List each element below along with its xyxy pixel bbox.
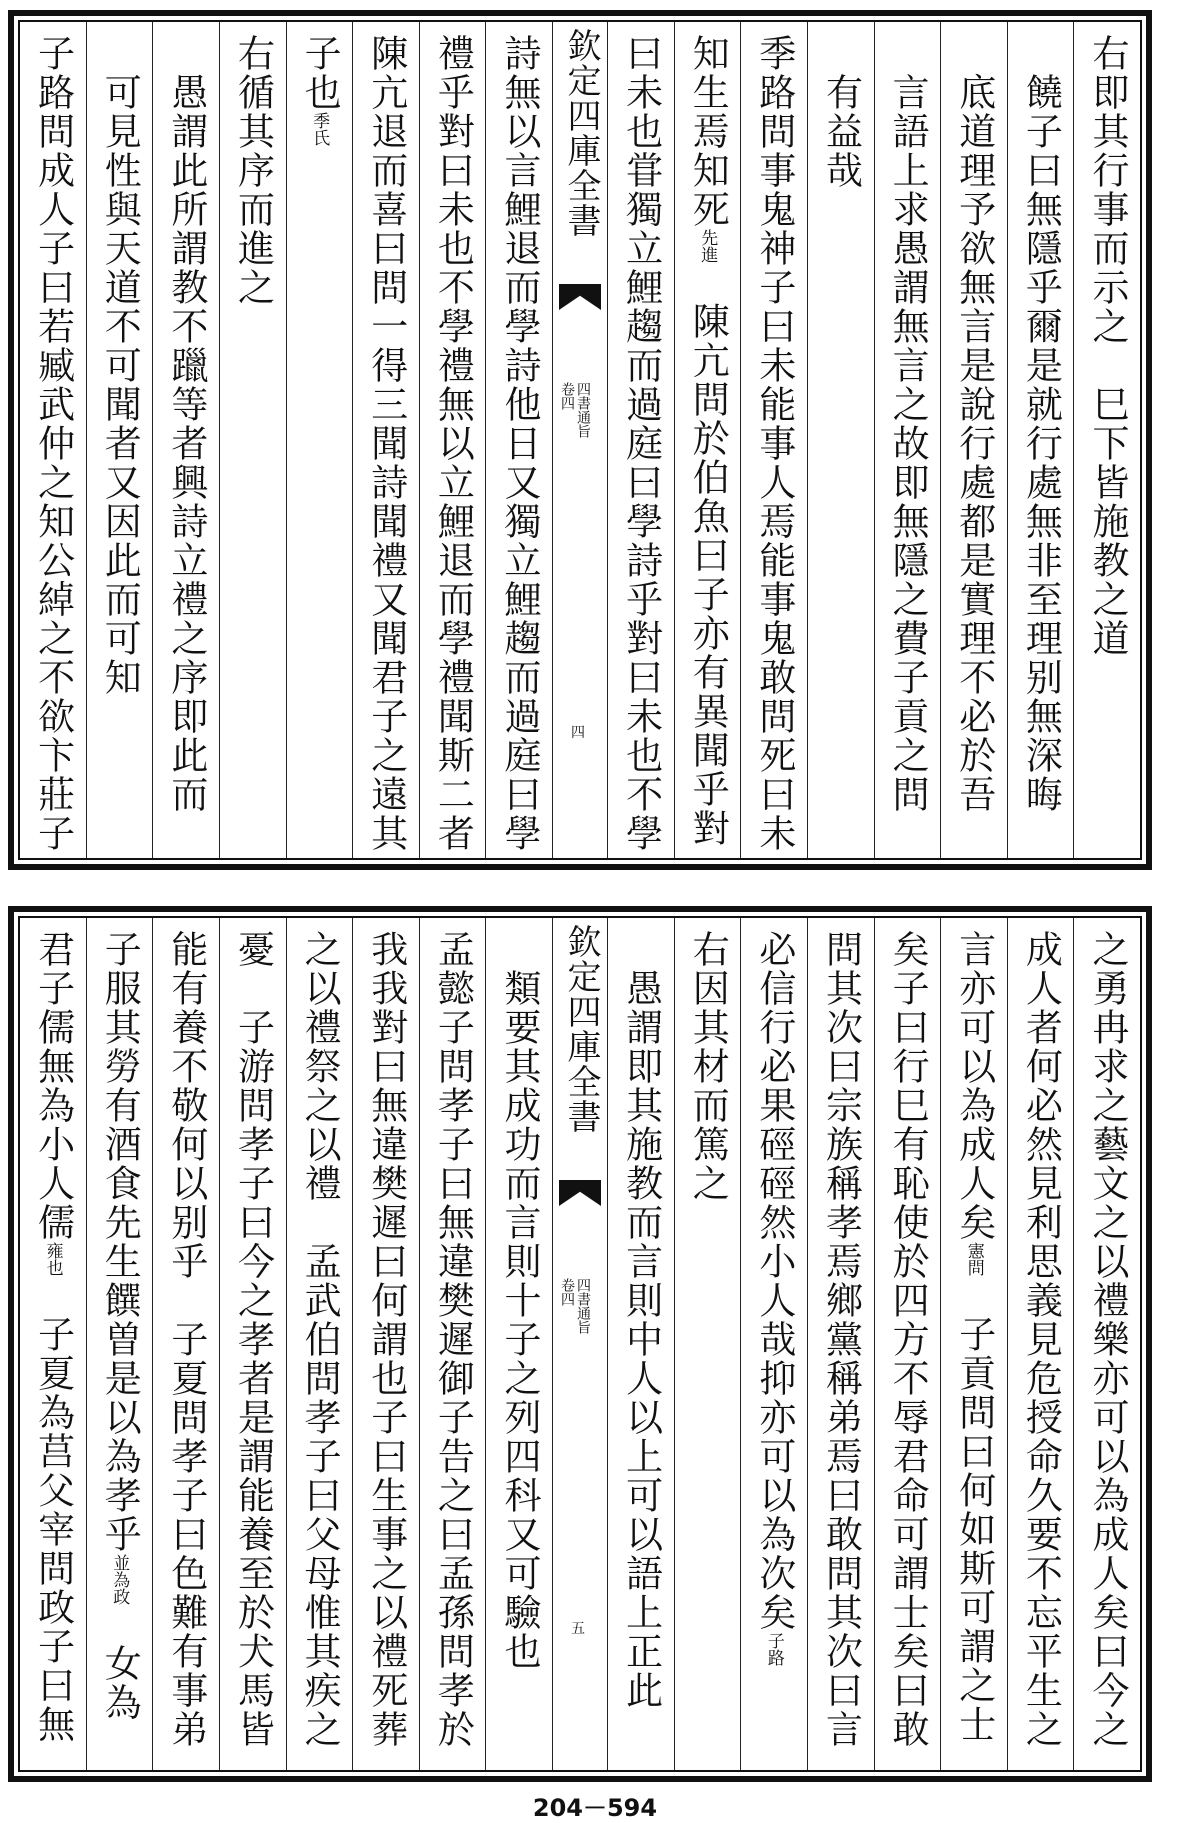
text-column: 愚謂此所謂教不躐等者興詩立禮之序即此而 [152,22,219,858]
text-column: 必信行必果硜硜然小人哉抑亦可以為次矣子路 [740,918,807,1770]
fishtail-mark [559,1180,601,1206]
volume-label: 卷四 [559,382,575,410]
text-column: 禮乎對曰未也不學禮無以立鯉退而學禮聞斯二者 [419,22,486,858]
text-column: 我我對曰無違樊遲曰何謂也子曰生事之以禮死葬 [352,918,419,1770]
volume-label: 卷四 [559,1278,575,1306]
center-fold [552,918,607,1770]
text-column: 右因其材而篤之 [674,918,741,1770]
text-column: 問其次曰宗族稱孝焉鄉黨稱弟焉曰敢問其次曰言 [807,918,874,1770]
book-subtitle: 四書通旨 [575,1278,591,1334]
interlinear-note: 子路 [763,1632,784,1666]
text-column: 成人者何必然見利思義見危授命久要不忘平生之 [1007,918,1074,1770]
bottom-page [8,906,1152,1782]
text-column: 能有養不敬何以别乎 子夏問孝子曰色難有事弟 [152,918,219,1770]
text-column: 知生焉知死先進 陳亢問於伯魚曰子亦有異聞乎對 [674,22,741,858]
interlinear-note: 先進 [697,229,718,263]
top-page-text-block [18,20,1142,860]
bottom-page-text-block [18,916,1142,1772]
text-column: 矣子曰行巳有恥使於四方不辱君命可謂士矣曰敢 [874,918,941,1770]
book-title: 欽定四庫全書 [561,28,601,238]
text-column: 愚謂即其施教而言則中人以上可以語上正此 [607,918,674,1770]
text-column: 言亦可以為成人矣憲問 子貢問曰何如斯可謂之士 [940,918,1007,1770]
fishtail-mark [559,284,601,310]
book-subtitle: 四書通旨 [575,382,591,438]
text-column: 子服其勞有酒食先生饌曽是以為孝乎並為政 女為 [86,918,153,1770]
text-column: 可見性與天道不可聞者又因此而可知 [86,22,153,858]
book-title: 欽定四庫全書 [561,924,601,1134]
text-column: 饒子曰無隱乎爾是就行處無非至理别無深晦 [1007,22,1074,858]
center-fold [552,22,607,858]
text-column: 子也季氏 [286,22,353,858]
top-page [8,10,1152,870]
text-column: 詩無以言鯉退而學詩他日又獨立鯉趨而過庭曰學 [485,22,552,858]
page-number: 204－594 [532,1794,658,1822]
text-column: 曰未也甞獨立鯉趨而過庭曰學詩乎對曰未也不學 [607,22,674,858]
interlinear-note: 雍也 [42,1242,63,1276]
text-column: 右循其序而進之 [219,22,286,858]
text-column: 陳亢退而喜曰問一得三聞詩聞禮又聞君子之遠其 [352,22,419,858]
text-column: 憂 子游問孝子曰今之孝者是謂能養至於犬馬皆 [219,918,286,1770]
text-column: 之以禮祭之以禮 孟武伯問孝子曰父母惟其疾之 [286,918,353,1770]
text-column: 之勇冉求之藝文之以禮樂亦可以為成人矣曰今之 [1073,918,1140,1770]
leaf-number: 五 [571,1621,585,1637]
leaf-number: 四 [571,725,585,741]
text-column: 孟懿子問孝子曰無違樊遲御子告之曰孟孫問孝於 [419,918,486,1770]
text-column: 右即其行事而示之 巳下皆施教之道 [1073,22,1140,858]
interlinear-note: 憲問 [963,1242,984,1276]
text-column: 言語上求愚謂無言之故即無隱之費子貢之問 [874,22,941,858]
text-column: 類要其成功而言則十子之列四科又可驗也 [485,918,552,1770]
interlinear-note: 並為政 [109,1554,130,1605]
interlinear-note: 季氏 [309,112,330,146]
text-column: 底道理予欲無言是說行處都是實理不必於吾 [940,22,1007,858]
text-column: 子路問成人子曰若臧武仲之知公綽之不欲卞莊子 [31,34,75,853]
text-column: 季路問事鬼神子曰未能事人焉能事鬼敢問死曰未 [740,22,807,858]
text-column: 有益哉 [807,22,874,858]
text-column: 君子儒無為小人儒雍也 子夏為莒父宰問政子曰無 [31,930,75,1744]
